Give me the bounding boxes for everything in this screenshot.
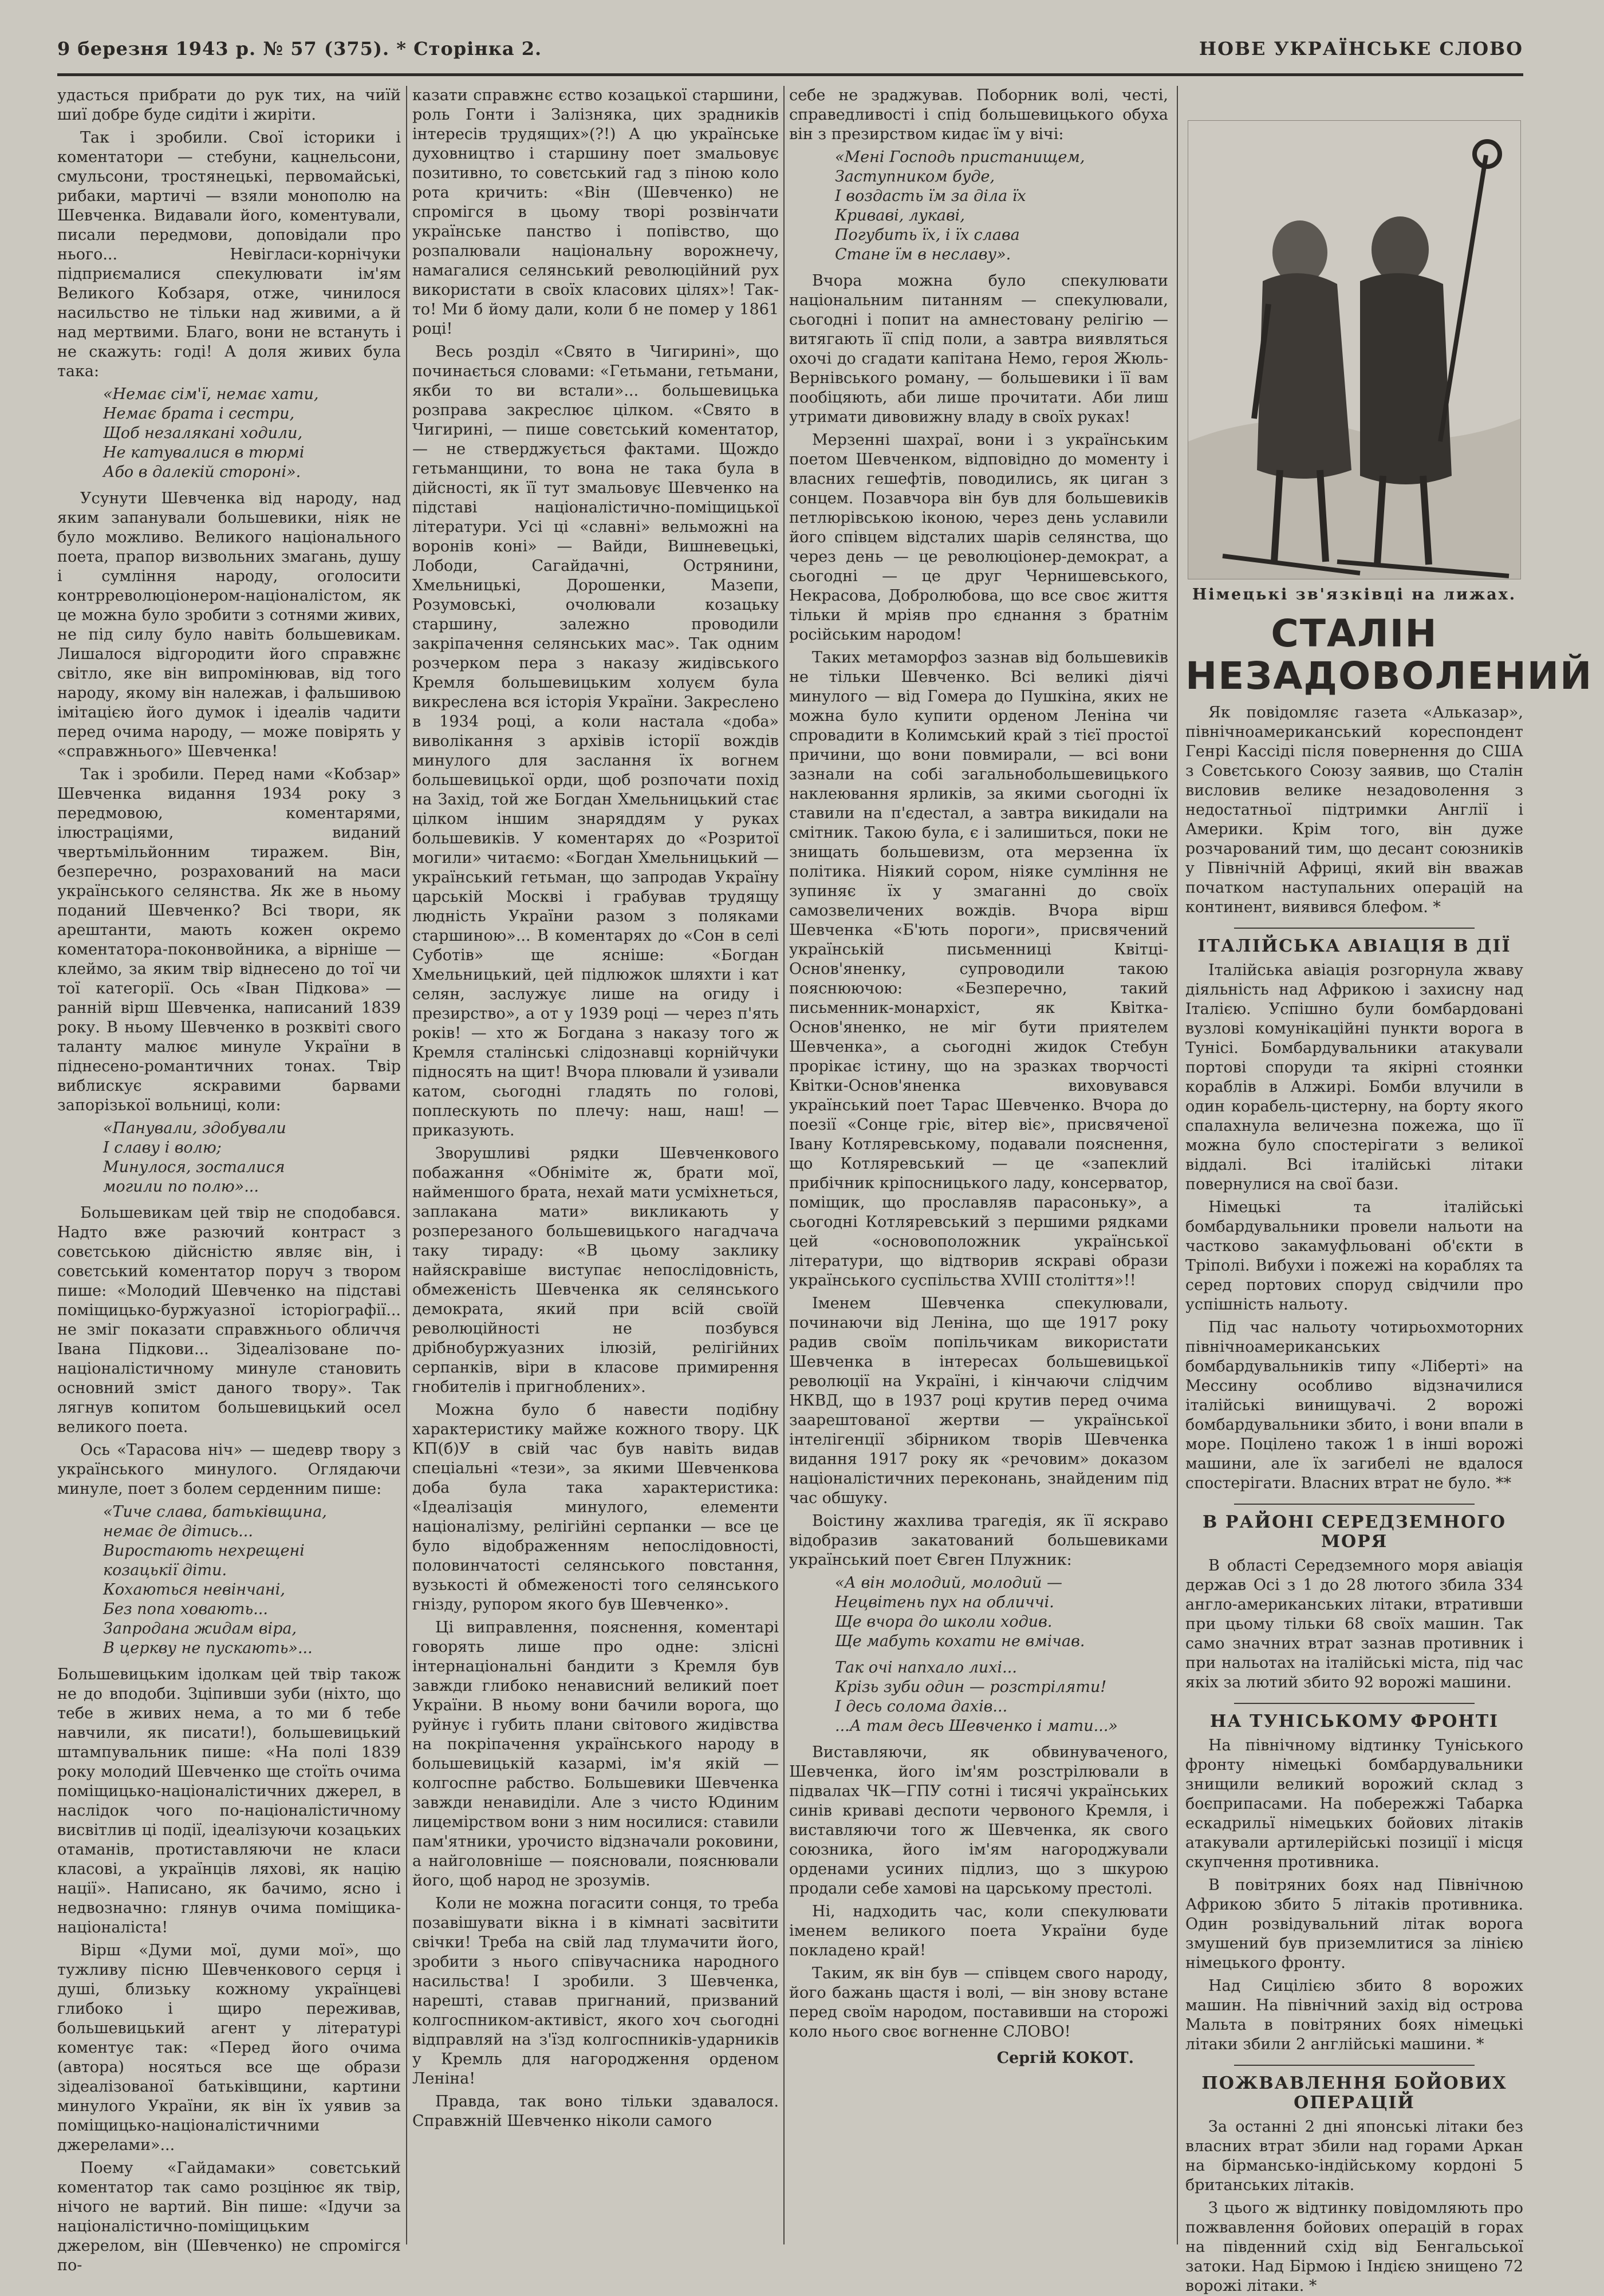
verse-line: немає де дітись...: [103, 1522, 253, 1540]
paragraph: Таким, як він був — співцем свого народу, його бажань щастя і волі, — він знову встане перед своїм народом, поставивши на сторожі коло нього своє вогненне СЛОВО!: [789, 1964, 1168, 2041]
verse-line: І славу і волю;: [103, 1139, 222, 1157]
paragraph: Коли не можна погасити сонця, то треба позавішувати вікна і в кімнаті засвітити свічки! Треба на свій лад тлумачити його, зробити з нього співучасника народного насильства! І зробили. З Шевченка, нарешті, ставав пригнаний, призваний колгоспником-активіст, якого хоч сьогодні відправляй на з'їзд колгоспників-ударників у Кремль для нагородження орденом Леніна!: [412, 1895, 779, 2088]
news-story: З цього ж відтинку повідомляють про пожвавлення бойових операцій в горах на південний схід від Бенгальської затоки. Над Бірмою і Індією знищено 72 ворожі літаки. *: [1185, 2199, 1523, 2295]
headline-combat-operations: ПОЖВАВЛЕННЯ БОЙОВИХ ОПЕРАЦІЙ: [1201, 2073, 1507, 2113]
column-4: [1185, 86, 1593, 2295]
news-story: Над Сицілією збито 8 ворожих машин. На північний захід від острова Мальта в повітряних боях німецькі літаки збили 2 англійські машини. *: [1185, 1977, 1523, 2053]
section-divider: [1234, 1703, 1475, 1704]
verse-line: «Немає сім'ї, немає хати,: [103, 385, 319, 403]
paragraph: Зворушливі рядки Шевченкового побажання «Обніміте ж, брати мої, найменшого брата, нехай мати усміхнеться, заплакана мати» викликають у розперезаного большевицького нагадчача таку тираду: «В цьому заклику найяскравіше виступає непослідовність, обмеженість Шевченка як селянського демократа, який при всій своїй революційності не позбувся дрібнобуржуазних ілюзій, релігійних серпанків, віри в класове примирення гнобителів і пригноблених».: [412, 1145, 779, 1396]
paragraph: Виставляючи, як обвинуваченого, Шевченка, його ім'ям розстрілювали в підвалах ЧК—ГПУ сотні і тисячі українських синів криваві деспоти червоного Кремля, і виставляючи того ж Шевченка, як свого союзника, його ім'ям нагороджували орденами усиних підлиз, що з шкурою продали себе хамові на царському престолі.: [789, 1743, 1168, 1897]
column-divider: [1177, 86, 1178, 2244]
verse-line: «Панували, здобували: [103, 1119, 286, 1137]
issue-date-line: 9 березня 1943 р. № 57 (375). * Сторінка 2.: [57, 38, 542, 60]
section-divider: [1234, 928, 1475, 929]
section-divider: [1234, 1504, 1475, 1505]
paragraph: Ці виправлення, пояснення, коментарі говорять лише про одне: злісні інтернаціональні бандити з Кремля був завжди глибоко ненависний великий поет України. В ньому вони бачили ворога, що руйнує і губить плани світового жидівства на покріпачення українського народу в большевицькій казармі, ім'я якій — колгоспне рабство. Большевики Шевченка завжди ненавиділи. Але з чисто Юдиним лицемірством вони з ним носилися: ставили пам'ятники, урочисто відзначали роковини, а найголовніше — поясновали, пояснювали його, щоб народ не зрозумів.: [412, 1619, 779, 1889]
paragraph: Ні, надходить час, коли спекулювати іменем великого поета України буде покладено край!: [789, 1903, 1168, 1959]
paragraph: Правда, так воно тільки здавалося. Справжній Шевченко ніколи самого: [412, 2093, 779, 2130]
poem-quote: [57, 1502, 401, 1658]
verse-line: ...А там десь Шевченко і мати...»: [835, 1717, 1118, 1735]
verse-line: «А він молодий, молодий —: [835, 1574, 1062, 1592]
paragraph: Весь розділ «Свято в Чигирині», що починається словами: «Гетьмани, гетьмани, якби то ви встали»... большевицька розправа закреслює цілком. «Свято в Чигирині, — пише совєтський коментатор, — не стверджується фактами. Щождо гетьманщини, то вона не така була в дійсності, як її тут змальовує Шевченко на підставі націоналістично-поміщицької літератури. Усі ці «славні» вельможні на воронів коні» — Вайди, Вишневецькі, Лободи, Сагайдачні, Острянини, Хмельницькі, Дорошенки, Мазепи, Розумовські, очолювали козацьку старшину, залежно проводили закріпачення селянських мас». Так одним розчерком пера з наказу жидівського Кремля большевицьким холуєм була викреслена вся історія України. Закреслено в 1934 році, а коли настала «доба» виволікання з архівів історії вождів минулого для заслання їх вогнем большевицької орди, щоб розпочати похід на Захід, той же Богдан Хмельницький стає цілком іншим знаряддям у руках большевиків. У коментарях до «Розритої могили» читаємо: «Богдан Хмельницький — український гетьман, що запродав Україну царській Москві і грабував трудящу людність України разом з поляками старшиною»... В коментарях до «Сон в селі Суботів» ще ясніше: «Богдан Хмельницький, цей підлюжок шляхти і кат селян, заслужує лише на огиду і презирство», а от у 1939 році — через п'ять років! — хто ж Богдана з наказу того ж Кремля сталінські слідознавці корнійчуки підносять на щит! Вчора плювали й узивали катом, сьогодні гладять по голові, поплескують по плечу: наш, наш! — приказують.: [412, 343, 779, 1139]
section-divider: [1234, 2065, 1475, 2066]
newspaper-title: НОВЕ УКРАЇНСЬКЕ СЛОВО: [1199, 38, 1523, 60]
verse-line: «Мені Господь пристанищем,: [835, 148, 1085, 166]
paragraph: Усунути Шевченка від народу, над яким запанували большевики, ніяк не було можливо. Великого національного поета, прапор визвольних змагань, душу і сумління народу, оголосити контрреволюціонером-націоналістом, як це можна було зробити з сотнями живих, не під силу було навіть большевикам. Лишалося відгородити його справжнє світло, яке він випромінював, від того народу, якому він належав, і фальшивою імітацією його думок і ідеалів чадити перед очима народу, — може повірять у «справжнього» Шевченка!: [57, 490, 401, 760]
headline-italian-aviation: ІТАЛІЙСЬКА АВІАЦІЯ В ДІЇ: [1197, 936, 1511, 956]
verse-line: Криваві, лукаві,: [835, 207, 965, 224]
paragraph: Большевикам цей твір не сподобався. Надто вже разючий контраст з совєтською дійсністю являє він, і совєтський коментатор поруч з твором пише: «Молодий Шевченко на підставі поміщицько-буржуазної історіографії... не зміг показати справжнього обличчя Івана Підкови... Зідеалізоване по-націоналістичному минуле становить основний зміст даного твору». Так лягнув копитом большевицький осел великого поета.: [57, 1204, 401, 1436]
verse-line: І воздасть їм за діла їх: [835, 187, 1026, 205]
verse-line: Крізь зуби один — розстріляти!: [835, 1678, 1107, 1696]
poem-quote: [57, 385, 401, 482]
headline-stalin: СТАЛІН НЕЗАДОВОЛЕНИЙ: [1185, 612, 1593, 698]
paragraph: Ось «Тарасова ніч» — шедевр твору з українського минулого. Оглядаючи минуле, поет з болем серденним пише:: [57, 1441, 401, 1498]
verse-line: Так очі напхало лихі...: [835, 1659, 1017, 1676]
verse-line: І десь солома дахів...: [835, 1698, 1008, 1715]
paragraph: Поему «Гайдамаки» совєтський коментатор так само розцінює як твір, нічого не вартий. Він пише: «Ідучи за націоналістично-поміщицьким джерелом, він (Шевченко) не спромігся по-: [57, 2159, 401, 2274]
paragraph: Вірш «Думи мої, думи мої», що тужливу пісню Шевченкового серця і душі, близьку кожному українцеві глибоко і щиро переживав, большевицький агент у літературі коментує так: «Перед його очима (автора) носяться все ще образи зідеалізованої батьківщини, картини минулого України, як він їх уявив за поміщицько-націоналістичними джерелами»...: [57, 1942, 401, 2154]
verse-line: Або в далекій стороні».: [103, 463, 301, 481]
verse-line: Не катувалися в тюрмі: [103, 444, 305, 461]
news-story: Німецькі та італійські бомбардувальники провели нальоти на частково закамуфльовані об'єкти в Тріполі. Вибухи і пожежі на кораблях та серед портових споруд свідчили про успішність нальоту.: [1185, 1198, 1523, 1313]
paragraph: Можна було б навести подібну характеристику майже кожного твору. ЦК КП(б)У в свій час був навіть видав спеціальні «тези», за якими Шевченкова доба була така характеристика: «Ідеалізація минулого, елементи націоналізму, релігійні серпанки — все це було відображенням непослідовності, половинчатості селянського повстання, вузькості й обмеженості того селянського гнізду, рупором якого був Шевченко».: [412, 1401, 779, 1613]
verse-line: Виростають нехрещені: [103, 1542, 305, 1560]
news-story: Під час нальоту чотирьохмоторних північноамериканських бомбардувальників типу «Ліберті» на Мессину особливо відзначилися італійські винищувачі. 2 ворожі бомбардувальники збито, і вони впали в море. Поцілено також 1 в інші ворожі машини, але їх загибелі не вдалося спостерігати. Власних втрат не було. **: [1185, 1319, 1523, 1492]
paragraph: себе не зраджував. Поборник волі, честі, справедливості і спід большевицького обуха він з презирством кидає їм у вічі:: [789, 86, 1168, 143]
column-divider: [406, 86, 407, 2244]
column-2: [412, 86, 779, 2244]
verse-line: Стане їм в неславу».: [835, 246, 1011, 263]
verse-line: козацькії діти.: [103, 1561, 227, 1579]
news-story: В повітряних боях над Північною Африкою збито 5 літаків противника. Один розвідувальний літак ворога змушений був приземлитися за лінією німецького фронту.: [1185, 1876, 1523, 1972]
column-divider: [783, 86, 785, 2244]
headline-mediterranean: В РАЙОНІ СЕРЕДЗЕМНОГО МОРЯ: [1203, 1512, 1506, 1552]
skiers-illustration: [1188, 121, 1520, 579]
paragraph: Таких метаморфоз зазнав від большевиків не тільки Шевченко. Всі великі діячі минулого — від Гомера до Пушкіна, яких не можна було купити орденом Леніна чи спровадити в Колимський край з тієї простої причини, що вони повмирали, — всі вони зазнали на собі загальнобольшевицького наклеювання ярликів, за якими сьогодні їх ставили на п'єдестал, а завтра викидали на смітник. Такою була, є і залишиться, поки не знищать большевизм, ота мерзенна їх політика. Ніякий сором, ніяке сумління не зупиняє їх у змаганні до своїх самозвеличених вождів. Вчора вірш Шевченка «Б'ють пороги», присвячений українській письменниці Квітці-Основ'яненку, супроводили такою пояснюючою: «Безперечно, такий письменник-монархіст, як Квітка-Основ'яненко, не міг бути приятелем Шевченка», а сьогодні жидок Стебун прорікає істину, що на зразках творчості Квітки-Основ'яненка виховувався український поет Тарас Шевченко. Вчора до поезії «Сонце гріє, вітер віє», присвяченої Івану Котляревському, подавали пояснення, що Котляревський — це «запеклий прибічник кріпосницького ладу, консерватор, поміщик, що прославляв парасоньку», а сьогодні Котляревський з першими рядками цей «основоположник української літератури, що відтворив яскраві образи українського суспільства XVIII століття»!!: [789, 649, 1168, 1289]
verse-line: Минулося, зосталися: [103, 1158, 285, 1176]
photo-caption: Німецькі зв'язківці на лижах.: [1192, 586, 1517, 603]
verse-line: Запродана жидам віра,: [103, 1620, 297, 1638]
photo-skiers: [1188, 120, 1521, 579]
headline-tunisian-front: НА ТУНІСЬКОМУ ФРОНТІ: [1209, 1711, 1499, 1731]
verse-line: могили по полю»...: [103, 1178, 259, 1196]
paragraph: Іменем Шевченка спекулювали, починаючи від Леніна, що ще 1917 року радив своїм попільчикам використати Шевченка в інтересах большевицької революції на Україні, і кінчаючи слідчим НКВД, що в 1937 році крутив перед очима заарештованої жертви — української інтелігенції збірником творів Шевченка видання 1917 року як «речовим» доказом націоналістичних переконань, знайденим під час обшуку.: [789, 1295, 1168, 1507]
verse-line: Ще вчора до школи ходив.: [835, 1613, 1053, 1631]
column-1: [57, 86, 401, 2274]
poem-quote: [789, 1573, 1168, 1651]
paragraph: Мерзенні шахраї, вони і з українським поетом Шевченком, відповідно до моменту і власних гешефтів, поводились, як циган з сонцем. Позавчора він був для большевиків петлюрівською іконою, через день уславили його співцем відсталих шарів селянства, що через день — це революціонер-демократ, а сьогодні — це друг Чернишевського, Некрасова, Добролюбова, що все своє життя тільки й мріяв про єднання з братнім російським народом!: [789, 431, 1168, 644]
verse-line: Щоб незалякані ходили,: [103, 424, 303, 442]
verse-line: Немає брата і сестри,: [103, 405, 295, 423]
verse-line: «Тиче слава, батьківщина,: [103, 1503, 327, 1521]
poem-quote: [789, 148, 1168, 265]
paragraph: Вчора можна було спекулювати національним питанням — спекулювали, сьогодні і попит на амнестовану релігію — витягають її спід поли, а завтра виявляться охочі до сгадати капітана Немо, героя Жюль-Вернівського роману, — большевики і її вам пообіцяють, аби лише прочитати. Аби лиш утримати дивовижну владу в своїх руках!: [789, 272, 1168, 426]
page-header: [57, 38, 1523, 72]
news-story: На північному відтинку Туніського фронту німецькі бомбардувальники знищили великий ворожий склад з боєприпасами. На побережжі Табарка ескадрильї німецьких бойових літаків атакували артилерійські позиції і місця скупчення противника.: [1185, 1737, 1523, 1871]
paragraph: Так і зробили. Свої історики і коментатори — стебуни, кацнельсони, смульсони, тростянецькі, первомайські, рибаки, мартичі — взяли монополю на Шевченка. Видавали його, коментували, писали передмови, доповідали про нього... Невігласи-корнічуки підприємалися спекулювати ім'ям Великого Кобзаря, отже, чинилося насильство не тільки над живими, а й над мертвими. Благо, вони не встануть і не скажуть: годі! А доля живих була така:: [57, 129, 401, 380]
news-story: Італійська авіація розгорнула жваву діяльність над Африкою і захисну над Італією. Успішно були бомбардовані вузлові комунікаційні пункти ворога в Тунісі. Бомбардувальники атакували портові споруди та якірні стоянки кораблів в Алжирі. Бомби влучили в один корабель-цистерну, на борту якого спалахнула величезна пожежа, що її можна було спостерігати з великої віддалі. Всі італійські літаки повернулися на свої бази.: [1185, 961, 1523, 1193]
paragraph: Воістину жахлива трагедія, як її яскраво відобразив закатований большевиками український поет Євген Плужник:: [789, 1512, 1168, 1569]
paragraph: Большевицьким ідолкам цей твір також не до вподоби. Зціпивши зуби (ніхто, що тебе в живих нема, а то ми б тебе навчили, як писати!), большевицький штампувальник пише: «На полі 1839 року молодий Шевченко ще стоїть очима поміщицько-націоналістичних джерел, в наслідок чого по-націоналістичному висвітлив ці події, ідеалізуючи козацьких отаманів, протиставляючи не класи класові, а українців ляхові, як націю нації». Написано, як бачимо, ясно і недвозначно: глянув очима поміщика-націоналіста!: [57, 1666, 401, 1936]
header-rule: [57, 73, 1523, 76]
verse-line: Нецвітень пух на обличчі.: [835, 1593, 1054, 1611]
paragraph: удасться прибрати до рук тих, на чиїй шиї добре буде сидіти і жирiти.: [57, 86, 401, 124]
author-signature: Сергій КОКОТ.: [996, 2049, 1134, 2067]
news-story: В області Середземного моря авіація держав Осі з 1 до 28 лютого збила 334 англо-американських літаки, втративши при цьому тільки 68 своїх машин. Так само значних втрат зазнав противник і при нальотах на італійські міста, під час якіх за лютий збито 92 ворожі машини.: [1185, 1557, 1523, 1691]
paragraph: Так і зробили. Перед нами «Кобзар» Шевченка видання 1934 року з передмовою, коментарями, ілюстраціями, виданий чвертьмільйонним тиражем. Він, безперечно, розрахований на маси українського селянства. Як же в ньому поданий Шевченко? Всі твори, як арештанти, мають кожен окремо коментатора-поконвойника, а вірніше — клеймо, за яким твір віднесено до тої чи тої категорії. Ось «Іван Підкова» — ранній вірш Шевченка, написаний 1839 року. В ньому Шевченко в розквіті свого таланту малює минуле України в піднесено-романтичних тонах. Твір виблискує яскравими барвами запорізької вольниці, коли:: [57, 766, 401, 1114]
poem-quote: [57, 1119, 401, 1197]
paragraph: казати справжнє єство козацької старшини, роль Гонти і Залізняка, цих зрадників інтересів трудящих»(?!) А цю українське духовництво і старшину поет змальовує позитивно, то совєтський гад з піною коло рота кричить: «Він (Шевченко) не спромігся в цьому творі розвінчати українське панство і попівство, що розпалювали національну ворожнечу, намагалися селянський революційний рух використати в своїх класових цілях»! Так-то! Ми б йому дали, коли б не помер у 1861 році!: [412, 86, 779, 338]
news-story: За останні 2 дні японські літаки без власних втрат збили над горами Аркан на бірмансько-індійському кордоні 5 британських літаків.: [1185, 2118, 1523, 2194]
verse-line: Без попа ховають...: [103, 1600, 268, 1618]
news-story: Як повідомляє газета «Альказар», північноамериканський кореспондент Генрі Кассіді після повернення до США з Совєтського Союзу заявив, що Сталін висловив велике незадоволення з недостатньої підтримки Англії і Америки. Крім того, він дуже розчарований тим, що десант союзників у Північній Африці, який він вважав початком наступальних операцій на континент, виявився блефом. *: [1185, 704, 1523, 916]
verse-line: В церкву не пускають»...: [103, 1639, 313, 1657]
verse-line: Погубить їх, і їх слава: [835, 226, 1020, 244]
verse-line: Ще мабуть кохати не вмічав.: [835, 1632, 1085, 1650]
poem-quote: [789, 1658, 1168, 1736]
verse-line: Кохаються невінчані,: [103, 1581, 285, 1599]
verse-line: Заступником буде,: [835, 168, 995, 186]
column-3: [789, 86, 1168, 2244]
